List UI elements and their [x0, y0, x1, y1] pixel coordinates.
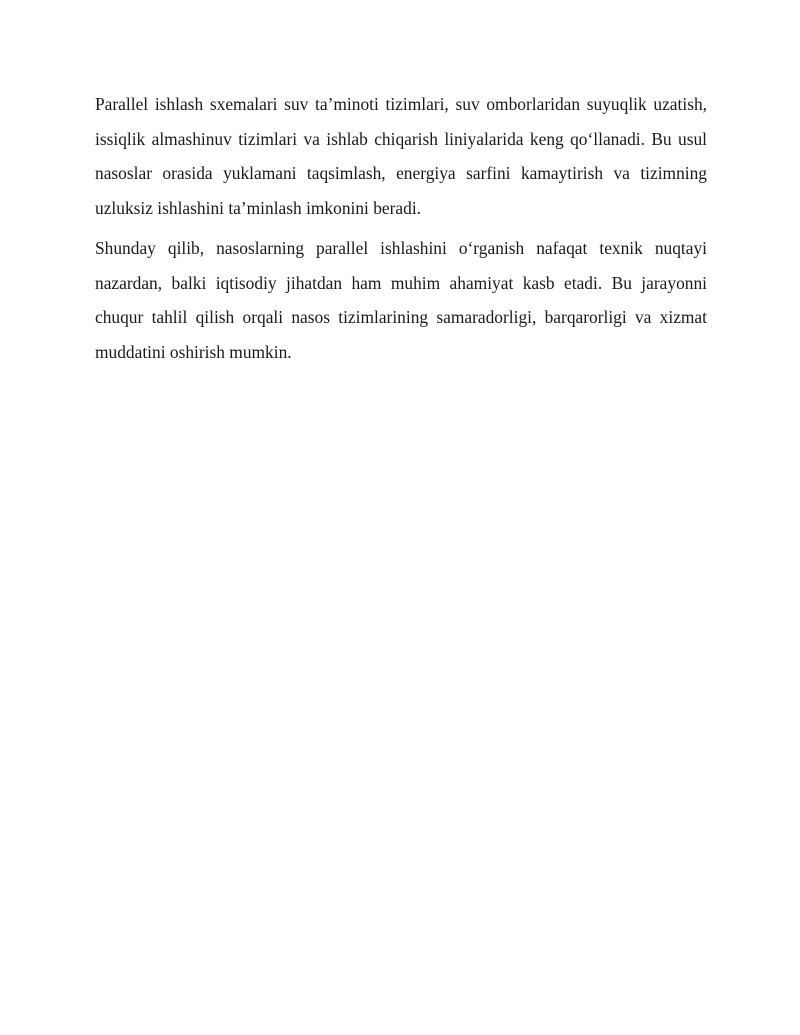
paragraph-1: Parallel ishlash sxemalari suv ta’minoti tizimlari, suv omborlaridan suyuqlik uzatish, issiqlik almashinuv tizimlari va ishlab chiqarish liniyalarida keng qo‘llanadi. Bu usul nasoslar orasida yuklamani taqsimlash, energiya sarfini kamaytirish va tizimning uzluksiz ishlashini ta’minlash imkonini beradi. [95, 94, 707, 218]
paragraph-2: Shunday qilib, nasoslarning parallel ishlashini o‘rganish nafaqat texnik nuqtayi nazardan, balki iqtisodiy jihatdan ham muhim ahamiyat kasb etadi. Bu jarayonni chuqur tahlil qilish orqali nasos tizimlarining samaradorligi, barqarorligi va xizmat muddatini oshirish mumkin. [95, 238, 707, 362]
document-body [95, 87, 707, 369]
